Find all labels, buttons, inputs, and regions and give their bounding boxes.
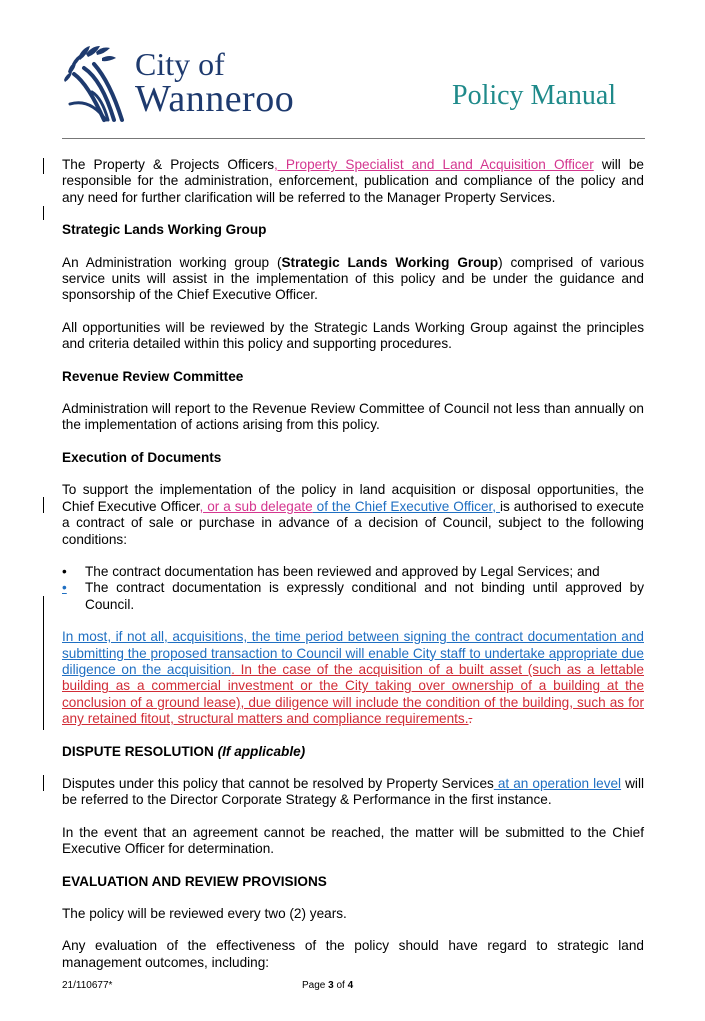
change-bar	[43, 158, 44, 174]
paragraph-due-diligence	[62, 629, 644, 727]
heading-strategic-lands: Strategic Lands Working Group	[62, 222, 267, 238]
change-bar	[43, 206, 44, 220]
heading-evaluation-review: EVALUATION AND REVIEW PROVISIONS	[62, 873, 327, 889]
tracked-insertion: . In the case of the acquisition of a built asset (such as a lettable building as a commercial investment or the City taking over ownership of a building at the conclusion of a ground lease), due diligence will include the condition of the building, such as for any retained fitout, structural matters and compliance requirements.	[62, 661, 644, 727]
list-item: • The contract documentation has been reviewed and approved by Legal Services; and	[62, 563, 600, 579]
bullet-icon: •	[62, 580, 67, 596]
paragraph-working-group: An Administration working group (Strategic Lands Working Group) comprised of various service units will assist in the implementation of this policy and be under the guidance and sponsorship of the Chief Executive Officer.	[62, 254, 644, 303]
paragraph-review-period: The policy will be reviewed every two (2) years.	[62, 906, 347, 921]
header-divider	[62, 138, 645, 139]
page-number: Page 3 of 4	[302, 980, 354, 991]
heading-revenue-review: Revenue Review Committee	[62, 368, 244, 384]
paragraph-agreement: In the event that an agreement cannot be reached, the matter will be submitted to the Chief Executive Officer for determination.	[62, 824, 644, 857]
heading-dispute-resolution: DISPUTE RESOLUTION (If applicable)	[62, 743, 306, 759]
policy-manual-title: Policy Manual	[452, 80, 617, 111]
paragraph-revenue-review: Administration will report to the Revenue Review Committee of Council not less than annually on the implementation of actions arising from this policy.	[62, 401, 644, 433]
change-bar	[43, 775, 44, 791]
paragraph-execution: To support the implementation of the policy in land acquisition or disposal opportunities, the Chief Executive Officer, or a sub delegate of the Chief Executive Officer, is authorised to execute a contract of sale or purchase in advance of a decision of Council, subject to the following conditions:	[62, 482, 644, 547]
heading-execution-documents: Execution of Documents	[62, 449, 222, 465]
document-body	[62, 157, 644, 987]
tracked-insertion: , Property Specialist and Land Acquisition Officer	[274, 157, 594, 172]
change-bar	[43, 596, 44, 730]
paragraph-disputes: Disputes under this policy that cannot be resolved by Property Services at an operation level will be referred to the Director Corporate Strategy & Performance in the first instance.	[62, 775, 644, 808]
tracked-deletion: .	[468, 711, 473, 727]
paragraph-evaluation: Any evaluation of the effectiveness of the policy should have regard to strategic land management outcomes, including:	[62, 938, 644, 970]
paragraph-responsibility: The Property & Projects Officers, Property Specialist and Land Acquisition Officer will be responsible for the administration, enforcement, publication and compliance of the policy and any need for further clarification will be referred to the Manager Property Services.	[62, 157, 644, 205]
tracked-insertion: In most, if not all, acquisitions, the time period between signing the contract documentation and submitting the proposed transaction to Council will enable City staff to undertake appropriate due diligence on the acquisition	[62, 629, 644, 677]
logo-text-wanneroo: Wanneroo	[135, 78, 295, 120]
paragraph-opportunities: All opportunities will be reviewed by the Strategic Lands Working Group against the principles and criteria detailed within this policy and supporting procedures.	[62, 319, 644, 352]
list-item: • The contract documentation is expressly conditional and not binding until approved by Council.	[62, 580, 644, 612]
page-header	[0, 0, 705, 140]
conditions-list	[62, 564, 644, 613]
tracked-insertion: at an operation level	[493, 775, 622, 791]
document-reference: 21/110677*	[62, 980, 113, 991]
tracked-insertion: , or a sub delegate	[199, 498, 313, 514]
logo-text-city: City of	[135, 46, 225, 82]
change-bar	[43, 497, 44, 513]
bullet-icon: •	[62, 563, 67, 579]
tracked-insertion: of the Chief Executive Officer,	[312, 498, 500, 514]
